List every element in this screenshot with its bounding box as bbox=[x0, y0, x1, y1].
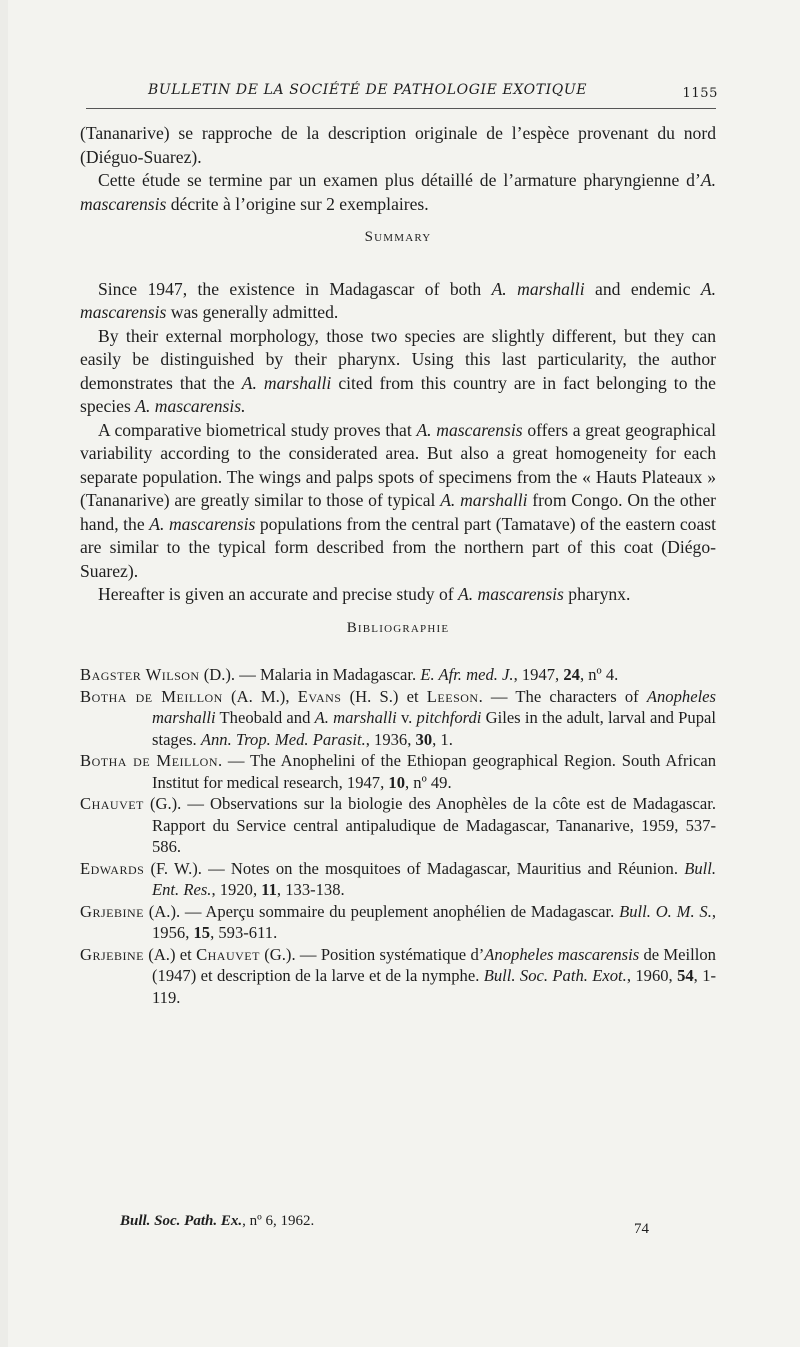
reference-item: Grjebine (A.) et Chauvet (G.). — Position systématique d’Anopheles mascarensis de Meillon (1947) et description de la larve et de la nymphe. Bull. Soc. Path. Exot., 1960, 54, 1-119. bbox=[80, 944, 717, 1007]
journal-title: BULLETIN DE LA SOCIÉTÉ DE PATHOLOGIE EXOTIQUE bbox=[148, 82, 588, 98]
header-rule bbox=[86, 108, 716, 109]
summary-paragraph-4: Hereafter is given an accurate and precise study of A. mascarensis pharynx. bbox=[98, 584, 631, 604]
footer-citation-journal: Bull. Soc. Path. Ex. bbox=[120, 1213, 243, 1229]
reference-item: Grjebine (A.). — Aperçu sommaire du peuplement anophélien de Madagascar. Bull. O. M. S., 1956, 15, 593-611. bbox=[80, 901, 716, 942]
bibliography-heading: Bibliographie bbox=[346, 619, 450, 636]
page-footer bbox=[120, 1213, 649, 1237]
summary-paragraph-1: Since 1947, the existence in Madagascar of both A. marshalli and endemic A. mascarensis was generally admitted. bbox=[80, 278, 716, 322]
page-number: 1155 bbox=[682, 86, 718, 101]
intro-paragraph-2: Cette étude se termine par un examen plus détaillé de l’armature pharyngienne d’A. mascarensis décrite à l’origine sur 2 exemplaires. bbox=[80, 170, 716, 214]
reference-item: Botha de Meillon (A. M.), Evans (H. S.) et Leeson. — The characters of Anopheles marshalli Theobald and A. marshalli v. pitchfordi Giles in the adult, larval and Pupal stages. Ann. Trop. Med. Parasit., 1936, 30, 1. bbox=[80, 686, 716, 749]
reference-item: Bagster Wilson (D.). — Malaria in Madagascar. E. Afr. med. J., 1947, 24, nº 4. bbox=[80, 665, 619, 684]
summary-heading: Summary bbox=[364, 229, 432, 245]
reference-item: Chauvet (G.). — Observations sur la biologie des Anophèles de la côte est de Madagascar. Rapport du Service central antipaludique de Madagascar, Tananarive, 1959, 537-586. bbox=[80, 794, 716, 856]
signature-mark: 74 bbox=[634, 1221, 649, 1237]
reference-item: Botha de Meillon. — The Anophelini of the Ethiopan geographical Region. South African Institut for medical research, 1947, 10, nº 49. bbox=[80, 751, 716, 792]
summary-paragraph-2: By their external morphology, those two species are slightly different, but they can easily be distinguished by their pharynx. Using this last particularity, the author demonstrates that the A. marshalli cited from this country are in fact belonging to the species A. mascarensis. bbox=[80, 325, 716, 416]
intro-paragraph-1: (Tananarive) se rapproche de la description originale de l’espèce provenant du nord (Diéguo-Suarez). bbox=[80, 123, 716, 167]
footer-citation-issue: , nº 6, 1962. bbox=[242, 1213, 315, 1229]
reference-item: Edwards (F. W.). — Notes on the mosquitoes of Madagascar, Mauritius and Réunion. Bull. Ent. Res., 1920, 11, 133-138. bbox=[80, 858, 716, 899]
page bbox=[8, 0, 800, 1347]
summary-section bbox=[80, 278, 716, 607]
summary-paragraph-3: A comparative biometrical study proves that A. mascarensis offers a great geographical variability according to the considerated area. But also a great homogeneity for each separate population. The wings and palps spots of specimens from the « Hauts Plateaux » (Tananarive) are greatly similar to those of typical A. marshalli from Congo. On the other hand, the A. mascarensis populations from the central part (Tamatave) of the eastern coast are similar to the typical form described from the northern part of this coat (Diégo-Suarez). bbox=[80, 419, 717, 581]
reference-list bbox=[80, 664, 716, 1008]
article-body bbox=[80, 122, 716, 1008]
